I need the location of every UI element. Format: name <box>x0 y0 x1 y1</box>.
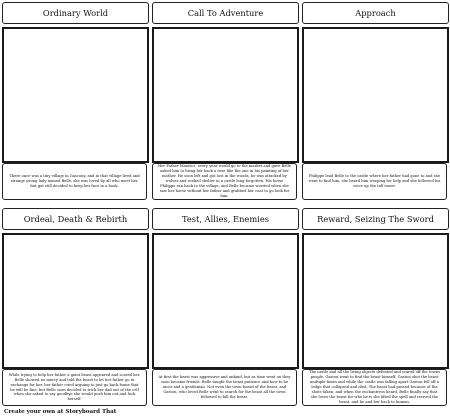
storyboard-cell-ordeal <box>2 208 149 408</box>
cell-image-frame <box>152 27 299 163</box>
cell-description <box>2 369 147 406</box>
storyboard-cell-approach <box>302 2 449 202</box>
cell-image-frame <box>302 27 449 163</box>
cell-title: Ordinary World <box>2 2 149 24</box>
storyboard-cell-ordinary-world <box>2 2 149 202</box>
cell-title: Ordeal, Death & Rebirth <box>2 208 149 230</box>
cell-description <box>302 369 447 406</box>
cell-description <box>2 163 147 200</box>
cell-image-frame <box>2 233 149 369</box>
cell-description-text: Her Father Maurice, every year would go to the market and gave Belle asked him to bring her back a rose like the one in his painting of her mother. He soon left and got lost in the woods, he was attacked by wolves and seeked shelter in a castle long forgotten. His horse Philippe ran back to the village, and Belle became worried when she saw her horse without her father and grabbed her coat to go look for him. <box>158 164 291 198</box>
cell-image-frame <box>2 27 149 163</box>
cell-description <box>302 163 447 200</box>
cell-description-text: The castle and all the living objects defeated and scared off the towns people, Gaston went to find the beast himself. Gaston shot the beast multiple times and while the castle was falling apart Gaston fell off a ledge that collapsed and died. The beast had passed because of the shots taken, and when the enchantress heard, Belle finally say that she loves the beast for who he is she lifted the spell and revived the beast, and he and her back to human. <box>308 370 441 404</box>
cell-description-text: At first the beast was aggressive and unkind, but as time went on they soon became friends. Belle taught the beast patience and how to be nicer and a gentleman. Not even the town heard of the beast, and Gaston, who loved Belle went to search for the beast all the town followed to kill the beast. <box>158 375 291 399</box>
storyboard-cell-reward <box>302 208 449 408</box>
cell-description-text: There once was a tiny village in Gascony, and in that village lived and strange young lady named Belle, she was loved by all who meet her, but got still decided to keep her face in a book. <box>9 174 140 188</box>
cell-description <box>152 163 297 200</box>
cell-title: Call To Adventure <box>152 2 299 24</box>
storyboard-grid <box>2 2 448 406</box>
storyboard-cell-call-to-adventure <box>152 2 299 202</box>
cell-description-text: While trying to help her father a giant beast appeared and scared her. Belle showed no mercy and told the beast to let her father go in exchange for her, her father cried arguing to just go back home that he will be fine, but Belle soon decided to trick her dad out of the cell when she asked to say goodbye she would push him out and lock herself. <box>8 372 141 402</box>
cell-image-frame <box>302 233 449 369</box>
cell-title: Test, Allies, Enemies <box>152 208 299 230</box>
cell-title: Approach <box>302 2 449 24</box>
cell-image-frame <box>152 233 299 369</box>
cell-description-text: Philippe lead Belle to the castle where her father had gone to and she went to find him, she heard him weeping for help and she followed his voice up the tall tower. <box>308 174 441 188</box>
storyboard-footer-link[interactable]: Create your own at Storyboard That <box>4 409 117 415</box>
storyboard-cell-test-allies-enemies <box>152 208 299 408</box>
cell-description <box>152 369 297 406</box>
cell-title: Reward, Seizing The Sword <box>302 208 449 230</box>
